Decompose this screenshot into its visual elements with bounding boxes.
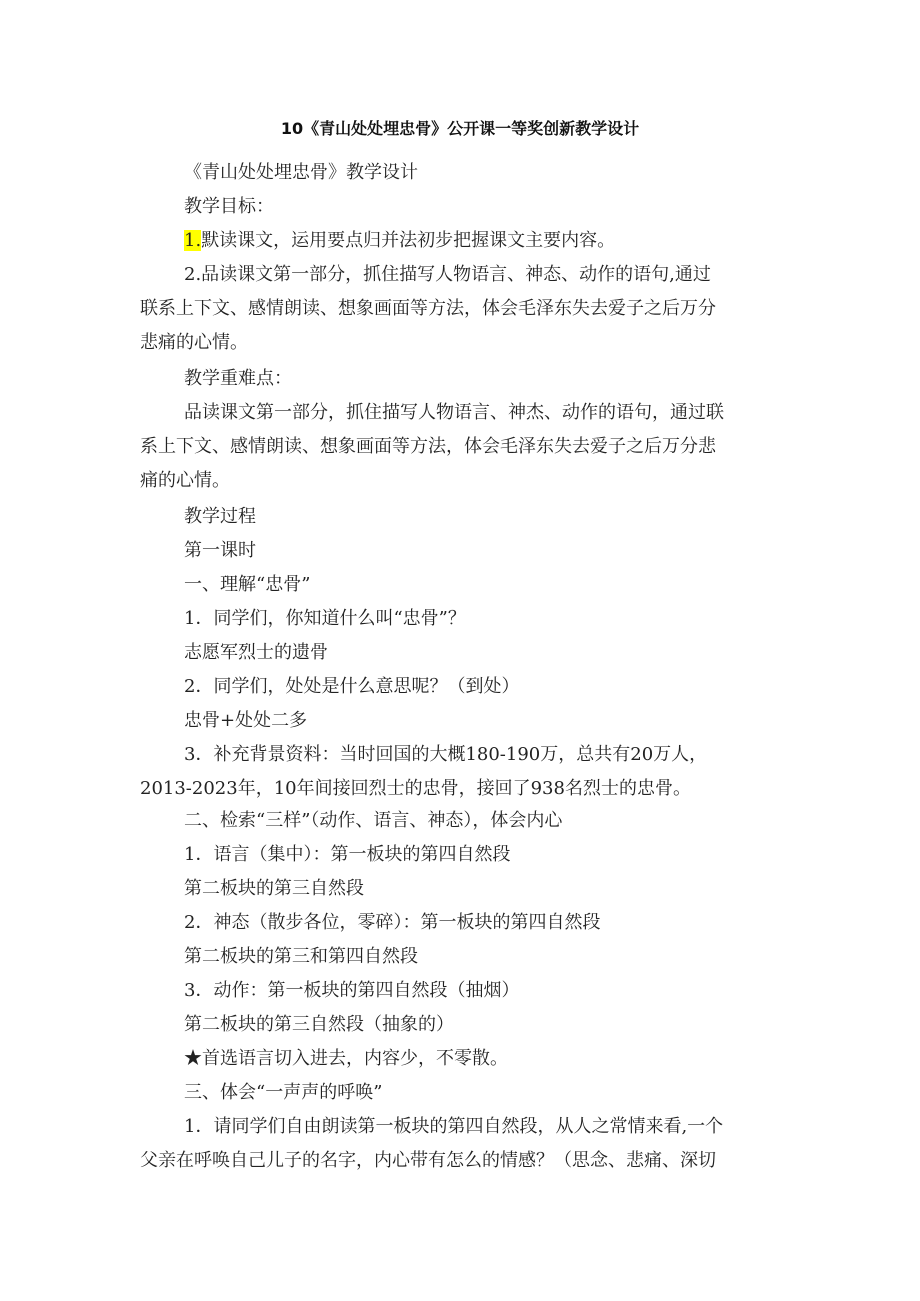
paragraph-line: 忠骨+处处二多 — [184, 710, 308, 731]
section-heading: 二、检索“三样”（动作、语言、神态），体会内心 — [184, 810, 563, 831]
paragraph-line: 2013-2023年，10年间接回烈士的忠骨，接回了938名烈士的忠骨。 — [140, 778, 691, 799]
paragraph-line: 联系上下文、感情朗读、想象画面等方法，体会毛泽东失去爱子之后万分 — [140, 298, 716, 319]
section-heading: 三、体会“一声声的呼唤” — [184, 1082, 383, 1103]
paragraph-line: 2．同学们，处处是什么意思呢？（到处） — [184, 676, 520, 697]
heading-key-points: 教学重难点： — [184, 368, 292, 389]
document-title: 10《青山处处埋忠骨》公开课一等奖创新教学设计 — [280, 119, 640, 138]
paragraph-line: 1．语言（集中）：第一板块的第四自然段 — [184, 844, 511, 865]
heading-objectives: 教学目标： — [184, 196, 274, 217]
paragraph-line: 父亲在呼唤自己儿子的名字，内心带有怎么的情感？（思念、悲痛、深切 — [140, 1150, 716, 1171]
paragraph-line: 第二板块的第三自然段 — [184, 878, 364, 899]
paragraph-line: 2．神态（散步各位，零碎）：第一板块的第四自然段 — [184, 912, 601, 933]
paragraph-line: 悲痛的心情。 — [140, 332, 248, 353]
paragraph-objective-1 — [184, 230, 615, 252]
paragraph-line: 2.品读课文第一部分，抓住描写人物语言、神态、动作的语句,通过 — [184, 264, 711, 285]
paragraph-line: 品读课文第一部分，抓住描写人物语言、神杰、动作的语句，通过联 — [184, 402, 724, 423]
paragraph-line: ★首选语言切入进去，内容少，不零散。 — [184, 1048, 508, 1069]
paragraph-line: 1．请同学们自由朗读第一板块的第四自然段，从人之常情来看,一个 — [184, 1116, 724, 1137]
section-heading: 一、理解“忠骨” — [184, 574, 311, 595]
heading-first-lesson: 第一课时 — [184, 540, 256, 561]
paragraph-line: 系上下文、感情朗读、想象画面等方法，体会毛泽东失去爱子之后万分悲 — [140, 436, 716, 457]
paragraph-line: 3．动作：第一板块的第四自然段（抽烟） — [184, 980, 520, 1001]
paragraph-line: 3．补充背景资料：当时回国的大概180-190万，总共有20万人， — [184, 744, 708, 765]
objective-1-text: 默读课文，运用要点归并法初步把握课文主要内容。 — [201, 230, 616, 251]
highlighted-number: 1. — [184, 230, 202, 251]
heading-process: 教学过程 — [184, 506, 256, 527]
subtitle: 《青山处处埋忠骨》教学设计 — [184, 162, 418, 183]
paragraph-line: 痛的心情。 — [140, 470, 230, 491]
paragraph-line: 1．同学们，你知道什么叫“忠骨”？ — [184, 608, 466, 629]
paragraph-line: 第二板块的第三自然段（抽象的） — [184, 1014, 454, 1035]
paragraph-line: 第二板块的第三和第四自然段 — [184, 946, 418, 967]
paragraph-line: 志愿军烈士的遗骨 — [184, 642, 328, 663]
